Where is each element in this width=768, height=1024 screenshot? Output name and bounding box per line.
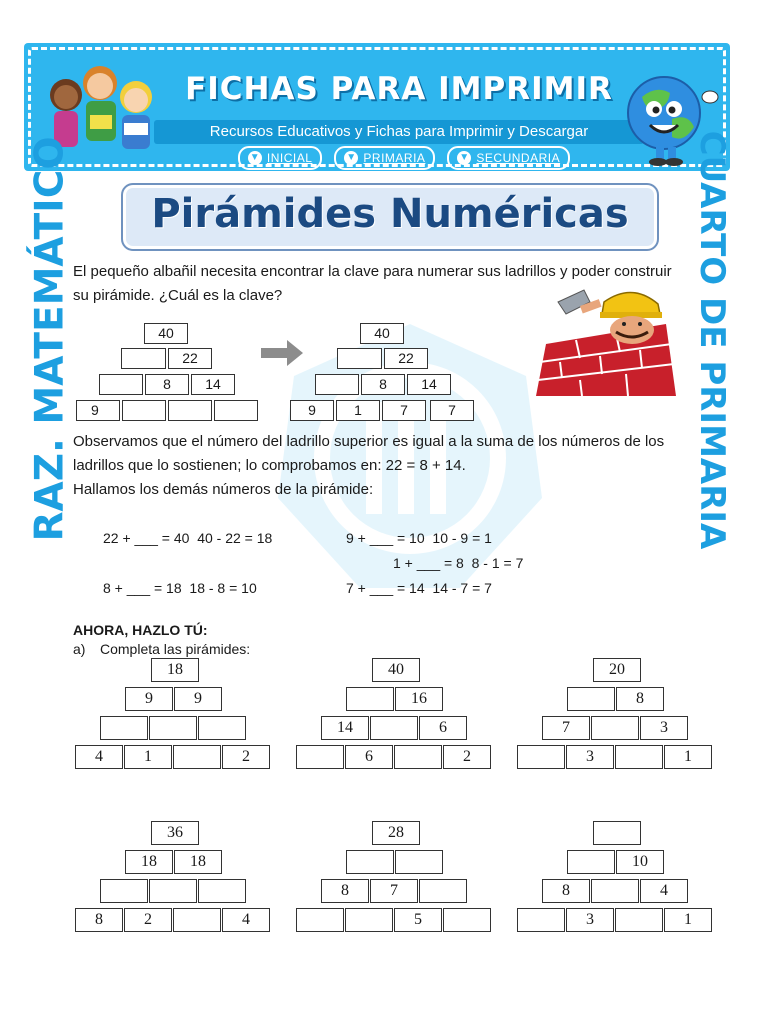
subject-text: RAZ. MATEMÁTICO xyxy=(27,136,73,542)
brick[interactable] xyxy=(100,879,148,903)
brick: 8 xyxy=(145,374,189,395)
brick xyxy=(122,400,166,421)
site-title: FICHAS PARA IMPRIMIR xyxy=(185,71,613,107)
brick[interactable] xyxy=(198,879,246,903)
site-subtitle: Recursos Educativos y Fichas para Imprimir y Descargar xyxy=(154,120,644,144)
brick: 40 xyxy=(360,323,404,344)
brick[interactable] xyxy=(615,745,663,769)
brick: 1 xyxy=(336,400,380,421)
level-nav xyxy=(184,146,624,168)
brick[interactable]: 20 xyxy=(593,658,641,682)
grade-label xyxy=(684,130,740,550)
brick[interactable]: 28 xyxy=(372,821,420,845)
brick xyxy=(99,374,143,395)
brick[interactable] xyxy=(517,908,565,932)
brick[interactable]: 2 xyxy=(443,745,491,769)
brick[interactable] xyxy=(149,716,197,740)
brick[interactable]: 3 xyxy=(566,745,614,769)
brick[interactable]: 6 xyxy=(419,716,467,740)
nav-inicial[interactable] xyxy=(238,146,323,170)
brick: 14 xyxy=(407,374,451,395)
brick xyxy=(214,400,258,421)
exercise-letter: a) xyxy=(73,641,86,657)
brick[interactable]: 6 xyxy=(345,745,393,769)
nav-label: PRIMARIA xyxy=(363,151,426,165)
brick: 8 xyxy=(361,374,405,395)
brick[interactable]: 9 xyxy=(125,687,173,711)
brick[interactable] xyxy=(173,745,221,769)
brick xyxy=(337,348,382,369)
brick[interactable]: 7 xyxy=(370,879,418,903)
brick[interactable]: 18 xyxy=(125,850,173,874)
nav-label: SECUNDARIA xyxy=(476,151,561,165)
brick[interactable]: 8 xyxy=(542,879,590,903)
brick[interactable]: 1 xyxy=(664,908,712,932)
equation: 1 + ___ = 8 8 - 1 = 7 xyxy=(393,555,524,571)
brick[interactable]: 1 xyxy=(124,745,172,769)
bricklayer-illustration-icon xyxy=(536,284,678,396)
explain-line-1: Observamos que el número del ladrillo superior es igual a la suma de los números de los xyxy=(73,433,665,450)
brick[interactable]: 4 xyxy=(640,879,688,903)
brick[interactable]: 40 xyxy=(372,658,420,682)
brick[interactable] xyxy=(593,821,641,845)
brick[interactable]: 8 xyxy=(616,687,664,711)
brick[interactable] xyxy=(149,879,197,903)
brick[interactable]: 16 xyxy=(395,687,443,711)
brick[interactable]: 4 xyxy=(222,908,270,932)
brick[interactable]: 18 xyxy=(151,658,199,682)
worksheet-title-box xyxy=(121,183,659,251)
brick[interactable] xyxy=(443,908,491,932)
grade-text: CUARTO DE PRIMARIA xyxy=(692,130,732,550)
brick[interactable]: 2 xyxy=(222,745,270,769)
brick: 14 xyxy=(191,374,235,395)
explain-line-2: ladrillos que lo sostienen; lo comprobamos en: 22 = 8 + 14. xyxy=(73,457,466,474)
brick[interactable] xyxy=(100,716,148,740)
brick[interactable] xyxy=(567,687,615,711)
brick[interactable]: 3 xyxy=(566,908,614,932)
brick: 7 xyxy=(430,400,474,421)
equation: 22 + ___ = 40 40 - 22 = 18 xyxy=(103,530,273,546)
exercise-heading: AHORA, HAZLO TÚ: xyxy=(73,622,208,638)
exercise-instruction: Completa las pirámides: xyxy=(100,641,251,657)
brick[interactable]: 1 xyxy=(664,745,712,769)
brick[interactable] xyxy=(198,716,246,740)
brick[interactable]: 7 xyxy=(542,716,590,740)
brick[interactable]: 8 xyxy=(75,908,123,932)
brick[interactable] xyxy=(296,745,344,769)
brick: 22 xyxy=(384,348,428,369)
brick: 9 xyxy=(76,400,120,421)
nav-primaria[interactable] xyxy=(334,146,435,170)
intro-line-1: El pequeño albañil necesita encontrar la clave para numerar sus ladrillos y poder construir xyxy=(73,263,672,280)
brick[interactable]: 5 xyxy=(394,908,442,932)
brick[interactable] xyxy=(615,908,663,932)
nav-label: INICIAL xyxy=(266,151,313,165)
brick[interactable] xyxy=(346,850,394,874)
arrow-down-icon: ▼ xyxy=(249,152,261,163)
brick[interactable] xyxy=(296,908,344,932)
brick[interactable]: 3 xyxy=(640,716,688,740)
worksheet-title: Pirámides Numéricas xyxy=(151,191,629,237)
header-banner xyxy=(24,43,730,171)
brick[interactable]: 18 xyxy=(174,850,222,874)
brick[interactable]: 4 xyxy=(75,745,123,769)
brick xyxy=(168,400,212,421)
brick[interactable]: 9 xyxy=(174,687,222,711)
brick[interactable]: 8 xyxy=(321,879,369,903)
arrow-down-icon: ▼ xyxy=(346,152,357,163)
brick[interactable]: 14 xyxy=(321,716,369,740)
brick[interactable] xyxy=(173,908,221,932)
equation: 9 + ___ = 10 10 - 9 = 1 xyxy=(346,530,492,546)
arrow-down-icon: ▼ xyxy=(459,152,470,163)
brick[interactable] xyxy=(567,850,615,874)
brick[interactable] xyxy=(419,879,467,903)
brick xyxy=(315,374,359,395)
brick[interactable]: 36 xyxy=(151,821,199,845)
subject-label xyxy=(22,136,78,542)
brick[interactable] xyxy=(345,908,393,932)
brick[interactable] xyxy=(395,850,443,874)
intro-line-2: su pirámide. ¿Cuál es la clave? xyxy=(73,287,283,304)
brick[interactable] xyxy=(591,716,639,740)
brick[interactable] xyxy=(394,745,442,769)
brick[interactable] xyxy=(591,879,639,903)
arrow-right-icon xyxy=(261,340,303,366)
brick: 22 xyxy=(168,348,212,369)
brick[interactable] xyxy=(346,687,394,711)
explain-line-3: Hallamos los demás números de la pirámide: xyxy=(73,481,374,498)
brick: 9 xyxy=(290,400,334,421)
brick[interactable] xyxy=(517,745,565,769)
nav-secundaria[interactable] xyxy=(447,146,570,170)
equation: 7 + ___ = 14 14 - 7 = 7 xyxy=(346,580,492,596)
brick[interactable]: 10 xyxy=(616,850,664,874)
brick[interactable] xyxy=(370,716,418,740)
brick xyxy=(121,348,166,369)
brick: 7 xyxy=(382,400,426,421)
equation: 8 + ___ = 18 18 - 8 = 10 xyxy=(103,580,257,596)
brick: 40 xyxy=(144,323,188,344)
brick[interactable]: 2 xyxy=(124,908,172,932)
